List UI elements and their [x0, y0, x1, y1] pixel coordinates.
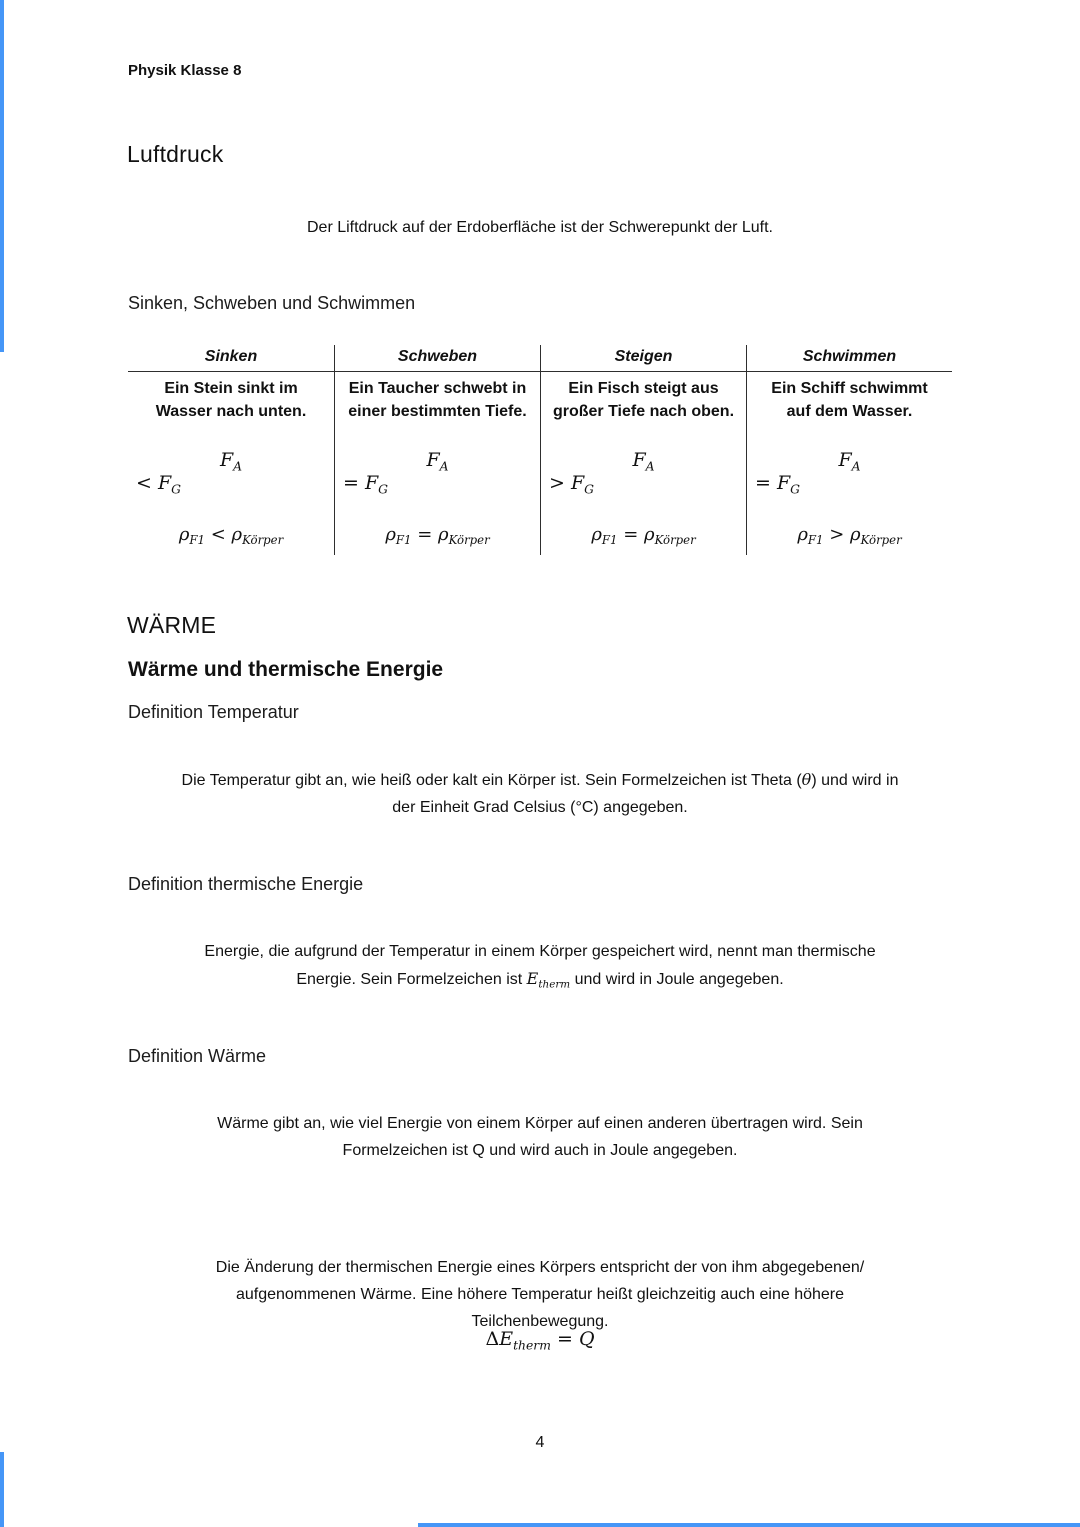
density-relation-steigen: $\rho_{F1} = \rho_{Körper}$ — [540, 499, 746, 555]
table-desc-schwimmen: Ein Schiff schwimmt auf dem Wasser. — [746, 372, 952, 449]
definition-waerme-text: Wärme gibt an, wie viel Energie von einem Körper auf einen anderen übertragen wird. Sein Formelzeichen ist Q und wird auch in Joule angegeben. — [217, 1115, 863, 1159]
table-header-steigen: Steigen — [540, 345, 746, 372]
definition-thermische-energie-text: Energie, die aufgrund der Temperatur in einem Körper gespeichert wird, nennt man thermische Energie. Sein Formelzeichen ist $E_{therm}$ und wird in Joule angegeben. — [204, 943, 876, 991]
force-relation-steigen: $F_A$ > $F_G$ — [540, 449, 746, 499]
heading-definition-temperatur: Definition Temperatur — [128, 702, 299, 722]
table-desc-schweben: Ein Taucher schwebt in einer bestimmten Tiefe. — [334, 372, 540, 449]
heading-definition-thermische-energie: Definition thermische Energie — [128, 874, 364, 894]
doc-header: Physik Klasse 8 — [128, 62, 242, 79]
table-desc-sinken: Ein Stein sinkt im Wasser nach unten. — [155, 380, 307, 420]
table-desc-steigen: Ein Fisch steigt aus großer Tiefe nach oben. — [540, 372, 746, 449]
table-header-schweben: Schweben — [334, 345, 540, 372]
viewer-edge-left-bottom — [0, 1452, 4, 1527]
sink-swim-table — [128, 345, 952, 555]
table-header-sinken: Sinken — [128, 345, 334, 372]
subtitle-waerme-thermische-energie: Wärme und thermische Energie — [128, 658, 444, 682]
force-relation-schwimmen: $F_A$ = $F_G$ — [746, 449, 952, 499]
intro-paragraph: Der Liftdruck auf der Erdoberfläche ist der Schwerepunkt der Luft. — [306, 219, 773, 236]
e-therm-symbol: E — [526, 969, 539, 988]
title-luftdruck: Luftdruck — [127, 141, 224, 168]
density-relation-sinken: $\rho_{F1} < \rho_{Körper}$ — [178, 524, 284, 548]
theta-symbol: θ — [801, 770, 812, 789]
density-relation-schwimmen: $\rho_{F1} > \rho_{Körper}$ — [746, 499, 952, 555]
density-relation-schweben: $\rho_{F1} = \rho_{Körper}$ — [334, 499, 540, 555]
viewer-edge-left-top — [0, 0, 4, 352]
definition-temperatur-text: Die Temperatur gibt an, wie heiß oder kalt ein Körper ist. Sein Formelzeichen ist Theta (θ) und wird in der Einheit Grad Celsius (°C) angegeben. — [181, 770, 899, 816]
section-sinken-schweben-schwimmen: Sinken, Schweben und Schwimmen — [128, 292, 416, 313]
heading-definition-waerme: Definition Wärme — [128, 1046, 267, 1066]
viewer-edge-bottom — [418, 1523, 1080, 1527]
title-waerme: WÄRME — [127, 612, 217, 639]
delta-symbol: Δ — [485, 1328, 500, 1350]
aenderung-paragraph: Die Änderung der thermischen Energie eines Körpers entspricht der von ihm abgegebenen/ aufgenommenen Wärme. Eine höhere Temperatur heißt gleichzeitig auch eine höhere Teilchenbewegung. — [215, 1259, 865, 1330]
force-relation-schweben: $F_A$ = $F_G$ — [334, 449, 540, 499]
force-relation-sinken: $F_A$ < $F_G$ — [136, 449, 243, 497]
table-header-schwimmen: Schwimmen — [746, 345, 952, 372]
page-number: 4 — [535, 1434, 545, 1451]
delta-e-therm-formula: $\Delta E_{therm} = Q$ — [485, 1328, 595, 1353]
